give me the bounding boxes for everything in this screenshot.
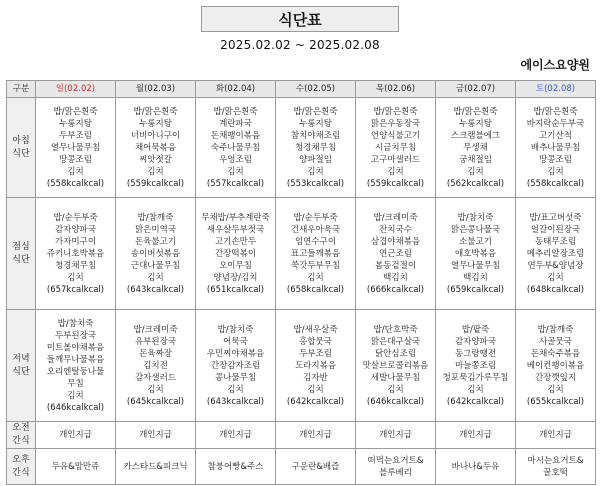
menu-item: (657kcalkcal) <box>46 284 105 295</box>
menu-item: 세발나물무침 <box>370 372 421 383</box>
lunch-cell-mon <box>116 198 196 310</box>
menu-item: 밥/맑은흰죽 <box>213 106 258 117</box>
menu-item: 김치 <box>307 384 324 395</box>
snack-am-cell-mon <box>116 422 196 449</box>
menu-item: (646kcalkcal) <box>366 396 425 407</box>
lunch-label <box>7 198 36 310</box>
menu-item: 카스타드&피크닉 <box>123 461 188 472</box>
row-label-line: 식단 <box>12 366 30 377</box>
menu-item: 청경채무침 <box>54 260 97 271</box>
menu-item: (642kcalkcal) <box>446 396 505 407</box>
menu-item: 개인지급 <box>299 430 332 440</box>
menu-item: 밥/참깨죽 <box>137 212 174 223</box>
menu-item: 스크램블에그 <box>450 130 501 141</box>
menu-item: 닭안심조림 <box>374 348 417 359</box>
menu-item: 김치 <box>147 272 164 283</box>
menu-item: 쥬키니호박볶음 <box>46 248 105 259</box>
corner-label: 구분 <box>7 81 36 98</box>
snack-pm-cell-sat <box>516 449 596 485</box>
row-label-line: 간식 <box>12 436 30 446</box>
snack-am-cell-sun <box>36 422 116 449</box>
snack-am-cell-wed <box>276 422 356 449</box>
menu-item: 개인지급 <box>59 430 92 440</box>
menu-item: 감자양파국 <box>54 224 97 235</box>
menu-item: 맑은미역국 <box>134 224 177 235</box>
menu-item: 돈채팽이볶음 <box>210 130 261 141</box>
menu-item: 새우살두부젓국 <box>206 224 265 235</box>
menu-item: 김치 <box>67 272 84 283</box>
menu-item: 밥/맑은흰죽 <box>133 106 178 117</box>
row-label-line: 식단 <box>12 148 30 159</box>
menu-item: 밥/맑은흰죽 <box>373 106 418 117</box>
menu-item: 김치 <box>307 272 324 283</box>
menu-item: 맑은우동장국 <box>370 118 421 129</box>
menu-item: 채어묵볶음 <box>134 142 177 153</box>
organization-name: 에이스요양원 <box>520 58 590 72</box>
menu-item: 밥/참치죽 <box>57 318 94 329</box>
snack-pm-cell-tue <box>196 449 276 485</box>
menu-item: 쑥갓두부무침 <box>290 260 341 271</box>
menu-item: 개인지급 <box>539 430 572 440</box>
menu-item: 김치 <box>227 166 244 177</box>
menu-item: 땅콩조림 <box>59 154 92 165</box>
menu-item: 누룽지탕 <box>299 118 332 129</box>
lunch-cell-sun <box>36 198 116 310</box>
menu-item: 밥/팥죽 <box>461 324 490 335</box>
menu-item: 베이컨팽이볶음 <box>526 360 585 371</box>
breakfast-cell-wed <box>276 98 356 198</box>
menu-item: 미트볼야채볶음 <box>46 342 105 353</box>
menu-item: 오이무침 <box>219 260 252 271</box>
dinner-cell-sat <box>516 310 596 422</box>
menu-item: 밥/참치죽 <box>457 212 494 223</box>
menu-item: 무생채 <box>463 142 488 153</box>
menu-item: 밥/표고버섯죽 <box>529 212 582 223</box>
menu-item: 밥/순두부죽 <box>53 212 98 223</box>
menu-item: 청경채무침 <box>294 142 337 153</box>
lunch-cell-wed <box>276 198 356 310</box>
meal-plan-table <box>6 80 596 485</box>
menu-item: 언양식불고기 <box>370 130 421 141</box>
header-row <box>7 81 596 98</box>
menu-item: 맑은콩나물국 <box>450 224 501 235</box>
menu-item: 양파절임 <box>299 154 332 165</box>
menu-item: 얼갈이된장국 <box>530 224 581 235</box>
menu-item: 백김치 <box>463 272 488 283</box>
menu-item: (558kcalkcal) <box>46 178 105 189</box>
menu-item: 두유&맘만쥬 <box>51 461 100 472</box>
day-header-wed: 수(02.05) <box>276 81 356 98</box>
menu-item: 김치 <box>547 384 564 395</box>
menu-item: 임연수구이 <box>294 236 337 247</box>
menu-item: 맛살브로콜리볶음 <box>362 360 429 371</box>
menu-item: 돈채숙주볶음 <box>530 348 581 359</box>
day-header-sat: 토(02.08) <box>516 81 596 98</box>
snack-am-cell-thu <box>356 422 436 449</box>
row-label-line: 오후 <box>12 454 30 465</box>
dinner-cell-sun <box>36 310 116 422</box>
breakfast-cell-tue <box>196 98 276 198</box>
dinner-cell-tue <box>196 310 276 422</box>
menu-item: 김자반 <box>303 372 328 383</box>
menu-item: 누룽지탕 <box>139 118 172 129</box>
menu-item: 김치전 <box>143 360 168 371</box>
dinner-cell-thu <box>356 310 436 422</box>
snack-pm-label <box>7 449 36 485</box>
row-label-line: 오전 <box>12 423 30 433</box>
snack-am-cell-tue <box>196 422 276 449</box>
menu-item: 근대나물무침 <box>130 260 181 271</box>
menu-item: 오리엔탈둥나물 <box>46 366 105 377</box>
menu-item: (558kcalkcal) <box>526 178 585 189</box>
menu-item: 바지락순두부국 <box>526 118 585 129</box>
snack-am-cell-fri <box>436 422 516 449</box>
day-header-mon: 월(02.03) <box>116 81 196 98</box>
menu-item: 간장감자조림 <box>210 360 261 371</box>
row-label-line: 저녁 <box>12 353 30 364</box>
menu-item: 들깨무나물볶음 <box>46 354 105 365</box>
menu-item: (643kcalkcal) <box>126 284 185 295</box>
row-label-line: 아침 <box>12 135 30 146</box>
menu-item: (643kcalkcal) <box>206 396 265 407</box>
menu-item: 밥/크레미죽 <box>133 324 178 335</box>
menu-item: (648kcalkcal) <box>526 284 585 295</box>
menu-item: 개인지급 <box>139 430 172 440</box>
menu-item: 유부된장국 <box>134 336 177 347</box>
menu-item: (562kcalkcal) <box>446 178 505 189</box>
menu-item: 너비아니구이 <box>130 130 181 141</box>
menu-item: 밥/단호박죽 <box>373 324 418 335</box>
menu-item: 밥/참깨죽 <box>537 324 574 335</box>
menu-item: 간장떡볶이 <box>214 248 257 259</box>
menu-item: 고기산적 <box>539 130 572 141</box>
menu-item: 애호박볶음 <box>454 248 497 259</box>
menu-item: 김치 <box>387 384 404 395</box>
row-label-line: 간식 <box>12 467 30 478</box>
menu-item: 고구마샐러드 <box>370 154 421 165</box>
menu-item: (645kcalkcal) <box>126 396 185 407</box>
breakfast-label <box>7 98 36 198</box>
menu-item: 두부조림 <box>299 348 332 359</box>
menu-item: (557kcalkcal) <box>206 178 265 189</box>
menu-item: 열무나물무침 <box>50 142 101 153</box>
menu-item: 두부조림 <box>59 130 92 141</box>
menu-item: 백김치 <box>383 272 408 283</box>
menu-item: 무채밥/부추계란죽 <box>201 212 270 223</box>
lunch-cell-tue <box>196 198 276 310</box>
menu-item: 열무나물무침 <box>450 260 501 271</box>
breakfast-cell-fri <box>436 98 516 198</box>
menu-item: 김치 <box>467 384 484 395</box>
menu-item: 배추나물무침 <box>530 142 581 153</box>
menu-item: 밥/맑은흰죽 <box>453 106 498 117</box>
menu-item: (559kcalkcal) <box>126 178 185 189</box>
menu-item: 시금치무침 <box>374 142 417 153</box>
menu-item: 밥/참치죽 <box>217 324 254 335</box>
dinner-row <box>7 310 596 422</box>
menu-item: 궁채절임 <box>459 154 492 165</box>
menu-item: 연근조림 <box>379 248 412 259</box>
menu-item: 돈육불고기 <box>134 236 177 247</box>
menu-item: 김치 <box>547 166 564 177</box>
menu-item: 동태무조림 <box>534 236 577 247</box>
menu-item: 개인지급 <box>219 430 252 440</box>
breakfast-cell-sun <box>36 98 116 198</box>
menu-item: 동그랑땡전 <box>454 348 497 359</box>
snack-pm-cell-thu <box>356 449 436 485</box>
menu-item: 김치 <box>467 166 484 177</box>
day-header-tue: 화(02.04) <box>196 81 276 98</box>
menu-item: 구운란&배즙 <box>291 461 340 472</box>
snack-am-label <box>7 422 36 449</box>
menu-item: 도라지볶음 <box>294 360 337 371</box>
menu-item: 건새우아욱국 <box>290 224 341 235</box>
menu-item: (655kcalkcal) <box>526 396 585 407</box>
menu-item: 연두부&양념장 <box>527 260 584 271</box>
menu-item: 누룽지탕 <box>459 118 492 129</box>
menu-item: 김치 <box>67 166 84 177</box>
menu-item: (646kcalkcal) <box>46 402 105 413</box>
snack-pm-cell-sun <box>36 449 116 485</box>
lunch-cell-thu <box>356 198 436 310</box>
menu-item: (559kcalkcal) <box>366 178 425 189</box>
menu-item: 떠먹는요거트&블루베리 <box>367 455 424 478</box>
menu-item: 사골뭇국 <box>539 336 572 347</box>
menu-item: (651kcalkcal) <box>206 284 265 295</box>
menu-item: 밥/맑은흰죽 <box>293 106 338 117</box>
afternoon-snack-row <box>7 449 596 485</box>
day-header-fri: 금(02.07) <box>436 81 516 98</box>
menu-item: 봄동겉절이 <box>374 260 417 271</box>
lunch-cell-fri <box>436 198 516 310</box>
menu-item: 김치 <box>387 166 404 177</box>
menu-item: 개인지급 <box>379 430 412 440</box>
menu-item: 씨앗젓갈 <box>139 154 172 165</box>
menu-item: 마시는요거트&꿀호떡 <box>527 455 584 478</box>
menu-item: 소불고기 <box>459 236 492 247</box>
menu-item: 홍합뭇국 <box>299 336 332 347</box>
menu-item: 김치 <box>227 384 244 395</box>
menu-item: 감자샐러드 <box>134 372 177 383</box>
menu-item: 김치 <box>547 272 564 283</box>
row-label-line: 식단 <box>12 254 30 265</box>
menu-item: 어묵국 <box>223 336 248 347</box>
lunch-row <box>7 198 596 310</box>
menu-item: 김치 <box>147 166 164 177</box>
snack-am-cell-sat <box>516 422 596 449</box>
menu-item: 두부된장국 <box>54 330 97 341</box>
menu-item: 양념장/김치 <box>213 272 258 283</box>
menu-item: 잔치국수 <box>379 224 412 235</box>
dinner-cell-wed <box>276 310 356 422</box>
row-label-line: 점심 <box>12 241 30 252</box>
dinner-label <box>7 310 36 422</box>
menu-item: 간장깻잎지 <box>534 372 577 383</box>
menu-item: 밥/맑은흰죽 <box>533 106 578 117</box>
snack-pm-cell-wed <box>276 449 356 485</box>
menu-item: (553kcalkcal) <box>286 178 345 189</box>
menu-item: 우엉조림 <box>219 154 252 165</box>
page-title: 식단표 <box>201 6 399 32</box>
morning-snack-row <box>7 422 596 449</box>
menu-item: 마늘쫑조림 <box>454 360 497 371</box>
menu-item: 땅콩조림 <box>539 154 572 165</box>
menu-item: 계란파국 <box>219 118 252 129</box>
menu-item: 무침 <box>67 378 84 389</box>
menu-item: (666kcalkcal) <box>366 284 425 295</box>
menu-item: 고기손만두 <box>214 236 257 247</box>
menu-item: 메추리알장조림 <box>526 248 585 259</box>
menu-item: 감자양파국 <box>454 336 497 347</box>
menu-item: (658kcalkcal) <box>286 284 345 295</box>
menu-item: (642kcalkcal) <box>286 396 345 407</box>
menu-item: 청포묵김가루무침 <box>442 372 509 383</box>
day-header-thu: 목(02.06) <box>356 81 436 98</box>
menu-item: 콩나물무침 <box>214 372 257 383</box>
dinner-cell-fri <box>436 310 516 422</box>
menu-item: 밥/맑은흰죽 <box>53 106 98 117</box>
menu-item: 누룽지탕 <box>59 118 92 129</box>
date-range: 2025.02.02 ~ 2025.02.08 <box>220 38 380 52</box>
menu-item: (659kcalkcal) <box>446 284 505 295</box>
menu-item: 개인지급 <box>459 430 492 440</box>
menu-item: 우민찌야채볶음 <box>206 348 265 359</box>
menu-item: 김치 <box>307 166 324 177</box>
menu-item: 표고들깨볶음 <box>290 248 341 259</box>
menu-item: 삼겹야채볶음 <box>370 236 421 247</box>
menu-item: 밥/크레미죽 <box>373 212 418 223</box>
day-header-sun: 일(02.02) <box>36 81 116 98</box>
dinner-cell-mon <box>116 310 196 422</box>
menu-item: 밥/새우살죽 <box>293 324 338 335</box>
menu-item: 참치야채조림 <box>290 130 341 141</box>
menu-item: 참붕어빵&주스 <box>207 461 264 472</box>
menu-item: 송이버섯볶음 <box>130 248 181 259</box>
breakfast-cell-thu <box>356 98 436 198</box>
snack-pm-cell-fri <box>436 449 516 485</box>
breakfast-row <box>7 98 596 198</box>
menu-item: 밥/순두부죽 <box>293 212 338 223</box>
menu-item: 가자미구이 <box>54 236 97 247</box>
breakfast-cell-mon <box>116 98 196 198</box>
snack-pm-cell-mon <box>116 449 196 485</box>
menu-item: 바나나&두유 <box>451 461 500 472</box>
menu-item: 김치 <box>67 390 84 401</box>
lunch-cell-sat <box>516 198 596 310</box>
menu-item: 돈육짜장 <box>139 348 172 359</box>
breakfast-cell-sat <box>516 98 596 198</box>
menu-item: 김치 <box>147 384 164 395</box>
menu-item: 맑은대구살국 <box>370 336 421 347</box>
menu-item: 숙주나물무침 <box>210 142 261 153</box>
